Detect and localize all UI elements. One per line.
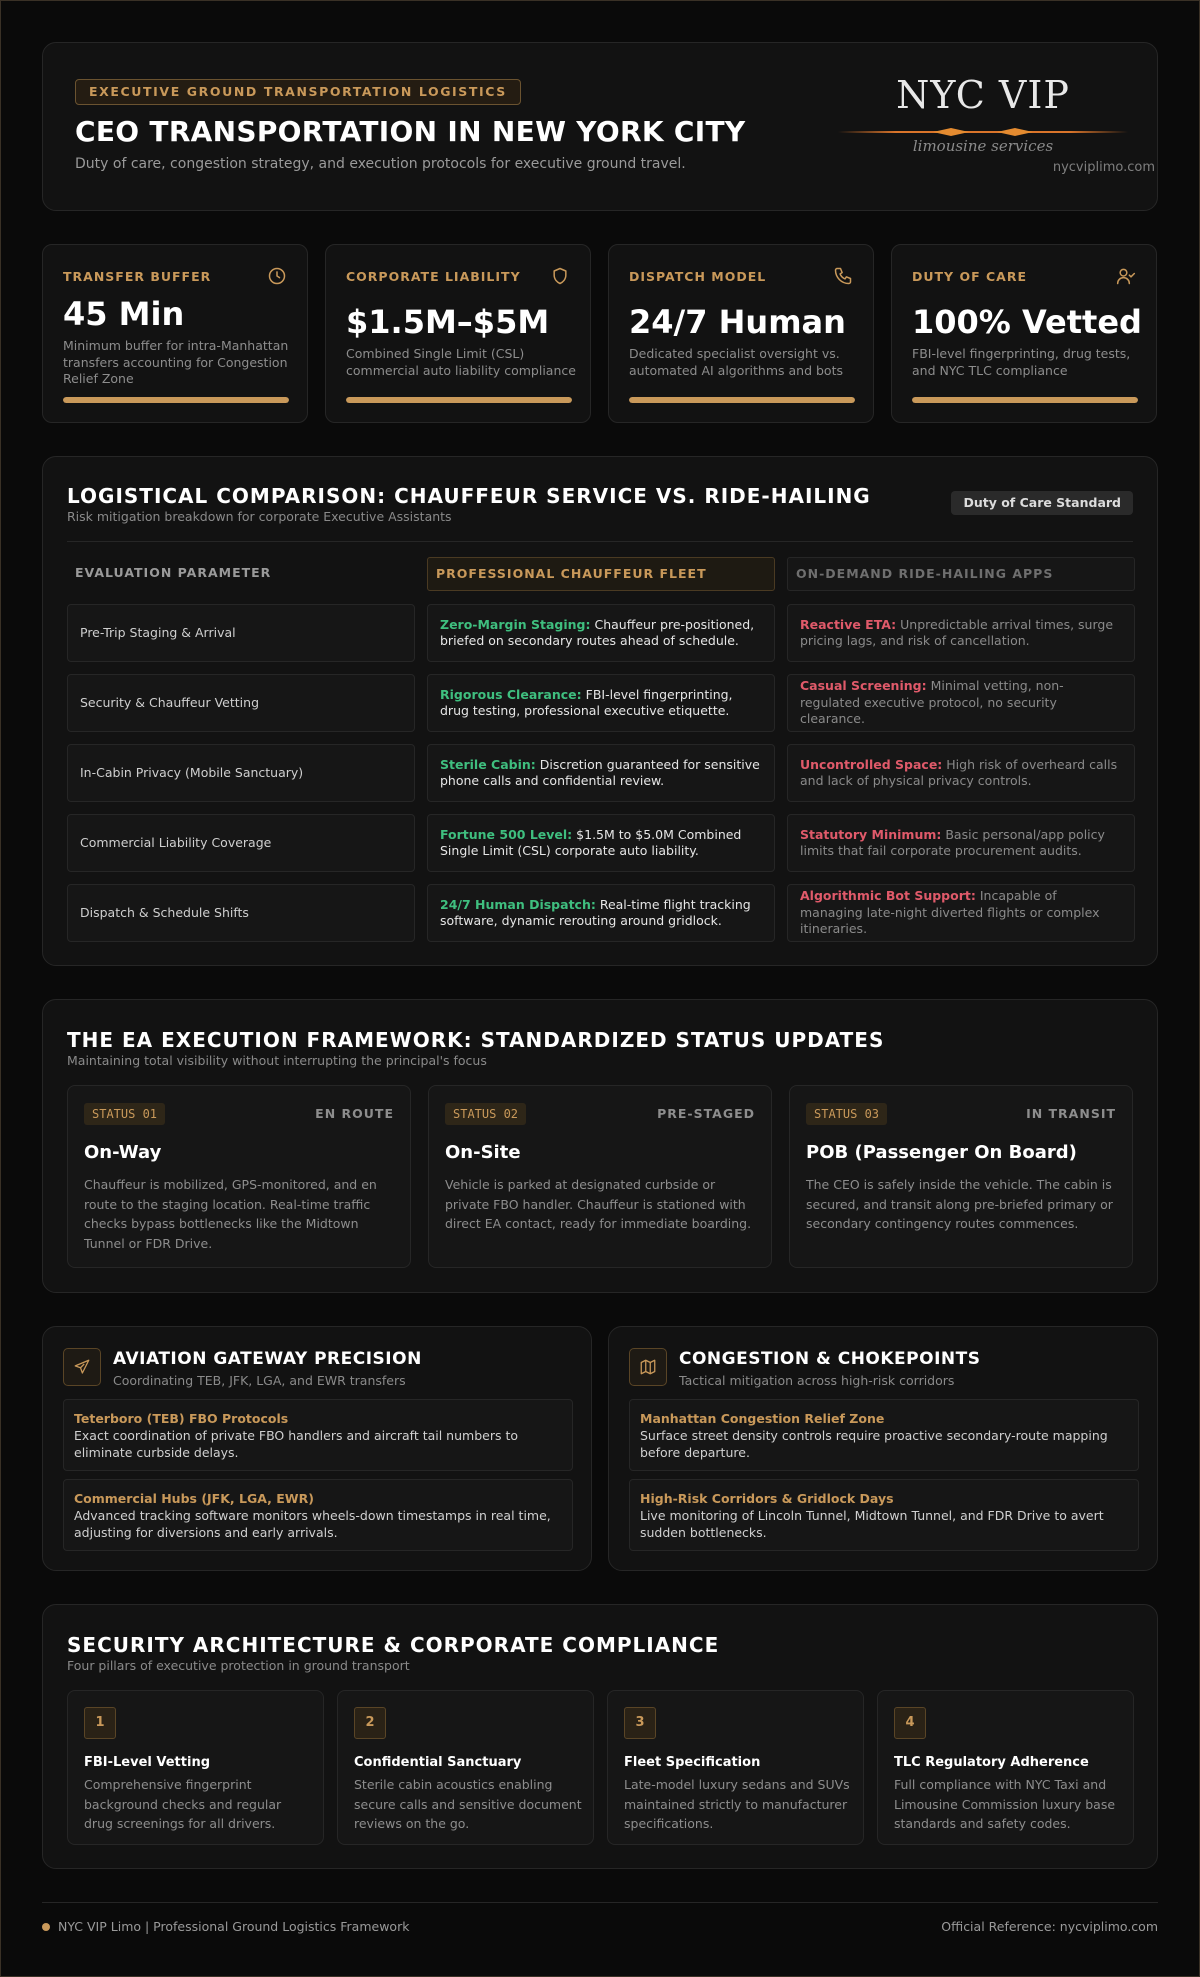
column-header-parameter: EVALUATION PARAMETER — [75, 565, 272, 580]
table-row-chauffeur: Zero-Margin Staging: Chauffeur pre-positioned, briefed on secondary routes ahead of schedule. — [427, 604, 775, 662]
plane-icon — [63, 1348, 101, 1386]
shield-icon — [550, 266, 570, 286]
framework-title: THE EA EXECUTION FRAMEWORK: STANDARDIZED STATUS UPDATES — [67, 1028, 885, 1052]
status-title: On-Way — [84, 1142, 162, 1163]
table-row-chauffeur: Fortune 500 Level: $1.5M to $5.0M Combined Single Limit (CSL) corporate auto liability. — [427, 814, 775, 872]
framework-subtitle: Maintaining total visibility without interrupting the principal's focus — [67, 1053, 487, 1068]
kpi-value: 45 Min — [63, 295, 185, 333]
table-row-ride-hailing: Uncontrolled Space: High risk of overheard calls and lack of physical privacy controls. — [787, 744, 1135, 802]
pillar-title: Fleet Specification — [624, 1755, 761, 1770]
table-row-ride-hailing: Reactive ETA: Unpredictable arrival times, surge pricing lags, and risk of cancellation. — [787, 604, 1135, 662]
item-title: High-Risk Corridors & Gridlock Days — [640, 1491, 894, 1506]
header-card — [42, 42, 1158, 211]
footer-divider — [42, 1902, 1158, 1903]
kpi-value: $1.5M–$5M — [346, 303, 550, 341]
pillar-card-vetting — [67, 1690, 324, 1845]
kpi-card-transfer-buffer — [42, 244, 308, 423]
pillar-title: TLC Regulatory Adherence — [894, 1755, 1089, 1770]
kpi-card-duty-of-care — [891, 244, 1157, 423]
table-row-param: Pre-Trip Staging & Arrival — [67, 604, 415, 662]
status-tag: EN ROUTE — [315, 1106, 394, 1121]
kpi-progress-fill — [346, 397, 572, 403]
table-row-param: Commercial Liability Coverage — [67, 814, 415, 872]
footer-reference-link[interactable]: Official Reference: nycviplimo.com — [941, 1919, 1158, 1934]
table-row-ride-hailing: Statutory Minimum: Basic personal/app policy limits that fail corporate procurement audits. — [787, 814, 1135, 872]
footer-brand-text: NYC VIP Limo | Professional Ground Logistics Framework — [58, 1919, 410, 1934]
security-subtitle: Four pillars of executive protection in ground transport — [67, 1658, 410, 1673]
item-description: Live monitoring of Lincoln Tunnel, Midtown Tunnel, and FDR Drive to avert sudden bottlenecks. — [640, 1508, 1104, 1540]
column-header-chauffeur: PROFESSIONAL CHAUFFEUR FLEET — [427, 557, 775, 591]
status-pill: STATUS 01 — [84, 1103, 165, 1125]
highlight-positive: Sterile Cabin: — [440, 756, 536, 772]
table-row-param: Dispatch & Schedule Shifts — [67, 884, 415, 942]
pillar-description: Full compliance with NYC Taxi and Limousine Commission luxury base standards and safety codes. — [894, 1777, 1116, 1831]
highlight-negative: Algorithmic Bot Support: — [800, 888, 976, 904]
item-description: Advanced tracking software monitors wheels-down timestamps in real time, adjusting for diversions and early arrivals. — [74, 1508, 551, 1540]
congestion-card — [608, 1326, 1158, 1571]
kpi-description: Dedicated specialist oversight vs. automated AI algorithms and bots — [629, 346, 843, 378]
pillar-card-fleet — [607, 1690, 864, 1845]
aviation-title: AVIATION GATEWAY PRECISION — [113, 1349, 422, 1369]
kpi-progress-bar — [629, 397, 855, 403]
comparison-title: LOGISTICAL COMPARISON: CHAUFFEUR SERVICE VS. RIDE-HAILING — [67, 484, 871, 508]
pillar-number: 3 — [624, 1707, 656, 1739]
table-row-chauffeur: 24/7 Human Dispatch: Real-time flight tracking software, dynamic rerouting around gridlock. — [427, 884, 775, 942]
kpi-label: DUTY OF CARE — [912, 269, 1027, 284]
table-row-ride-hailing: Algorithmic Bot Support: Incapable of managing late-night diverted flights or complex itineraries. — [787, 884, 1135, 942]
highlight-negative: Casual Screening: — [800, 678, 927, 694]
kpi-value: 100% Vetted — [912, 303, 1142, 341]
pillar-card-sanctuary — [337, 1690, 594, 1845]
map-icon — [629, 1348, 667, 1386]
status-card-pob — [789, 1085, 1133, 1268]
pillar-number: 4 — [894, 1707, 926, 1739]
pillar-description: Late-model luxury sedans and SUVs maintained strictly to manufacturer specifications. — [624, 1777, 850, 1831]
highlight-negative: Reactive ETA: — [800, 616, 897, 632]
status-description: Vehicle is parked at designated curbside or private FBO handler. Chauffeur is stationed with direct EA contact, ready for immediate boarding. — [445, 1177, 752, 1231]
pillar-number: 2 — [354, 1707, 386, 1739]
highlight-positive: Fortune 500 Level: — [440, 826, 573, 842]
kpi-progress-fill — [63, 397, 289, 403]
item-title: Commercial Hubs (JFK, LGA, EWR) — [74, 1491, 314, 1506]
kpi-progress-bar — [346, 397, 572, 403]
table-row-chauffeur: Rigorous Clearance: FBI-level fingerprinting, drug testing, professional executive etiquette. — [427, 674, 775, 732]
kpi-card-corporate-liability — [325, 244, 591, 423]
status-title: On-Site — [445, 1142, 521, 1163]
logo-divider — [838, 131, 1128, 133]
item-description: Exact coordination of private FBO handlers and aircraft tail numbers to eliminate curbside delays. — [74, 1428, 518, 1460]
column-header-ride-hailing: ON-DEMAND RIDE-HAILING APPS — [787, 557, 1135, 591]
congestion-item-corridors — [629, 1479, 1139, 1551]
aviation-card — [42, 1326, 592, 1571]
aviation-subtitle: Coordinating TEB, JFK, LGA, and EWR transfers — [113, 1373, 406, 1388]
pillar-title: Confidential Sanctuary — [354, 1755, 522, 1770]
congestion-subtitle: Tactical mitigation across high-risk corridors — [679, 1373, 955, 1388]
security-title: SECURITY ARCHITECTURE & CORPORATE COMPLIANCE — [67, 1633, 720, 1657]
clock-icon — [267, 266, 287, 286]
footer-dot-icon — [42, 1923, 50, 1931]
logo-wordmark: NYC VIP — [896, 73, 1070, 117]
security-section — [42, 1604, 1158, 1869]
status-title: POB (Passenger On Board) — [806, 1142, 1077, 1163]
page-title: CEO TRANSPORTATION IN NEW YORK CITY — [75, 115, 746, 148]
kpi-value: 24/7 Human — [629, 303, 846, 341]
status-pill: STATUS 02 — [445, 1103, 526, 1125]
highlight-positive: 24/7 Human Dispatch: — [440, 896, 596, 912]
status-description: The CEO is safely inside the vehicle. The cabin is secured, and transit along pre-briefed primary or secondary contingency routes commences. — [806, 1177, 1113, 1231]
item-description: Surface street density controls require proactive secondary-route mapping before departure. — [640, 1428, 1108, 1460]
logo-diamond-right — [997, 128, 1033, 136]
kpi-progress-bar — [912, 397, 1138, 403]
kpi-description: FBI-level fingerprinting, drug tests, and NYC TLC compliance — [912, 346, 1131, 378]
kpi-label: TRANSFER BUFFER — [63, 269, 212, 284]
highlight-negative: Uncontrolled Space: — [800, 756, 943, 772]
kpi-label: DISPATCH MODEL — [629, 269, 767, 284]
brand-logo[interactable] — [838, 73, 1128, 193]
pillar-description: Comprehensive fingerprint background checks and regular drug screenings for all drivers. — [84, 1777, 282, 1831]
pillar-card-tlc — [877, 1690, 1134, 1845]
kpi-progress-bar — [63, 397, 289, 403]
kpi-card-dispatch-model — [608, 244, 874, 423]
table-row-param: Security & Chauffeur Vetting — [67, 674, 415, 732]
highlight-positive: Zero-Margin Staging: — [440, 616, 591, 632]
status-tag: IN TRANSIT — [1026, 1106, 1116, 1121]
kpi-progress-fill — [629, 397, 855, 403]
table-row-ride-hailing: Casual Screening: Minimal vetting, non-regulated executive protocol, no security clearance. — [787, 674, 1135, 732]
status-description: Chauffeur is mobilized, GPS-monitored, and en route to the staging location. Real-time traffic checks bypass bottlenecks like the Midtown Tunnel or FDR Drive. — [84, 1177, 377, 1251]
framework-section — [42, 999, 1158, 1293]
kpi-description: Minimum buffer for intra-Manhattan transfers accounting for Congestion Relief Zone — [63, 338, 289, 386]
congestion-title: CONGESTION & CHOKEPOINTS — [679, 1349, 981, 1369]
status-pill: STATUS 03 — [806, 1103, 887, 1125]
highlight-positive: Rigorous Clearance: — [440, 686, 582, 702]
table-row-chauffeur: Sterile Cabin: Discretion guaranteed for sensitive phone calls and confidential review. — [427, 744, 775, 802]
phone-icon — [833, 266, 853, 286]
item-title: Manhattan Congestion Relief Zone — [640, 1411, 885, 1426]
kpi-label: CORPORATE LIABILITY — [346, 269, 521, 284]
header-url[interactable]: nycviplimo.com — [1052, 160, 1155, 175]
logo-tagline: limousine services — [912, 137, 1054, 155]
pillar-number: 1 — [84, 1707, 116, 1739]
status-card-on-site — [428, 1085, 772, 1268]
pillar-title: FBI-Level Vetting — [84, 1755, 211, 1770]
item-title: Teterboro (TEB) FBO Protocols — [74, 1411, 289, 1426]
duty-of-care-badge: Duty of Care Standard — [951, 491, 1133, 515]
status-card-on-way — [67, 1085, 411, 1268]
user-check-icon — [1116, 266, 1136, 286]
header-tag: EXECUTIVE GROUND TRANSPORTATION LOGISTICS — [75, 79, 521, 105]
comparison-subtitle: Risk mitigation breakdown for corporate Executive Assistants — [67, 509, 452, 524]
page-subtitle: Duty of care, congestion strategy, and execution protocols for executive ground travel. — [75, 156, 686, 172]
kpi-progress-fill — [912, 397, 1138, 403]
congestion-item-relief-zone — [629, 1399, 1139, 1471]
comparison-section — [42, 456, 1158, 966]
status-tag: PRE-STAGED — [657, 1106, 755, 1121]
highlight-negative: Statutory Minimum: — [800, 826, 942, 842]
table-row-param: In-Cabin Privacy (Mobile Sanctuary) — [67, 744, 415, 802]
logo-diamond-left — [933, 128, 969, 136]
section-divider — [67, 541, 1133, 542]
pillar-description: Sterile cabin acoustics enabling secure calls and sensitive document reviews on the go. — [354, 1777, 582, 1831]
aviation-item-commercial-hubs — [63, 1479, 573, 1551]
kpi-description: Combined Single Limit (CSL) commercial auto liability compliance — [346, 346, 576, 378]
aviation-item-teb — [63, 1399, 573, 1471]
